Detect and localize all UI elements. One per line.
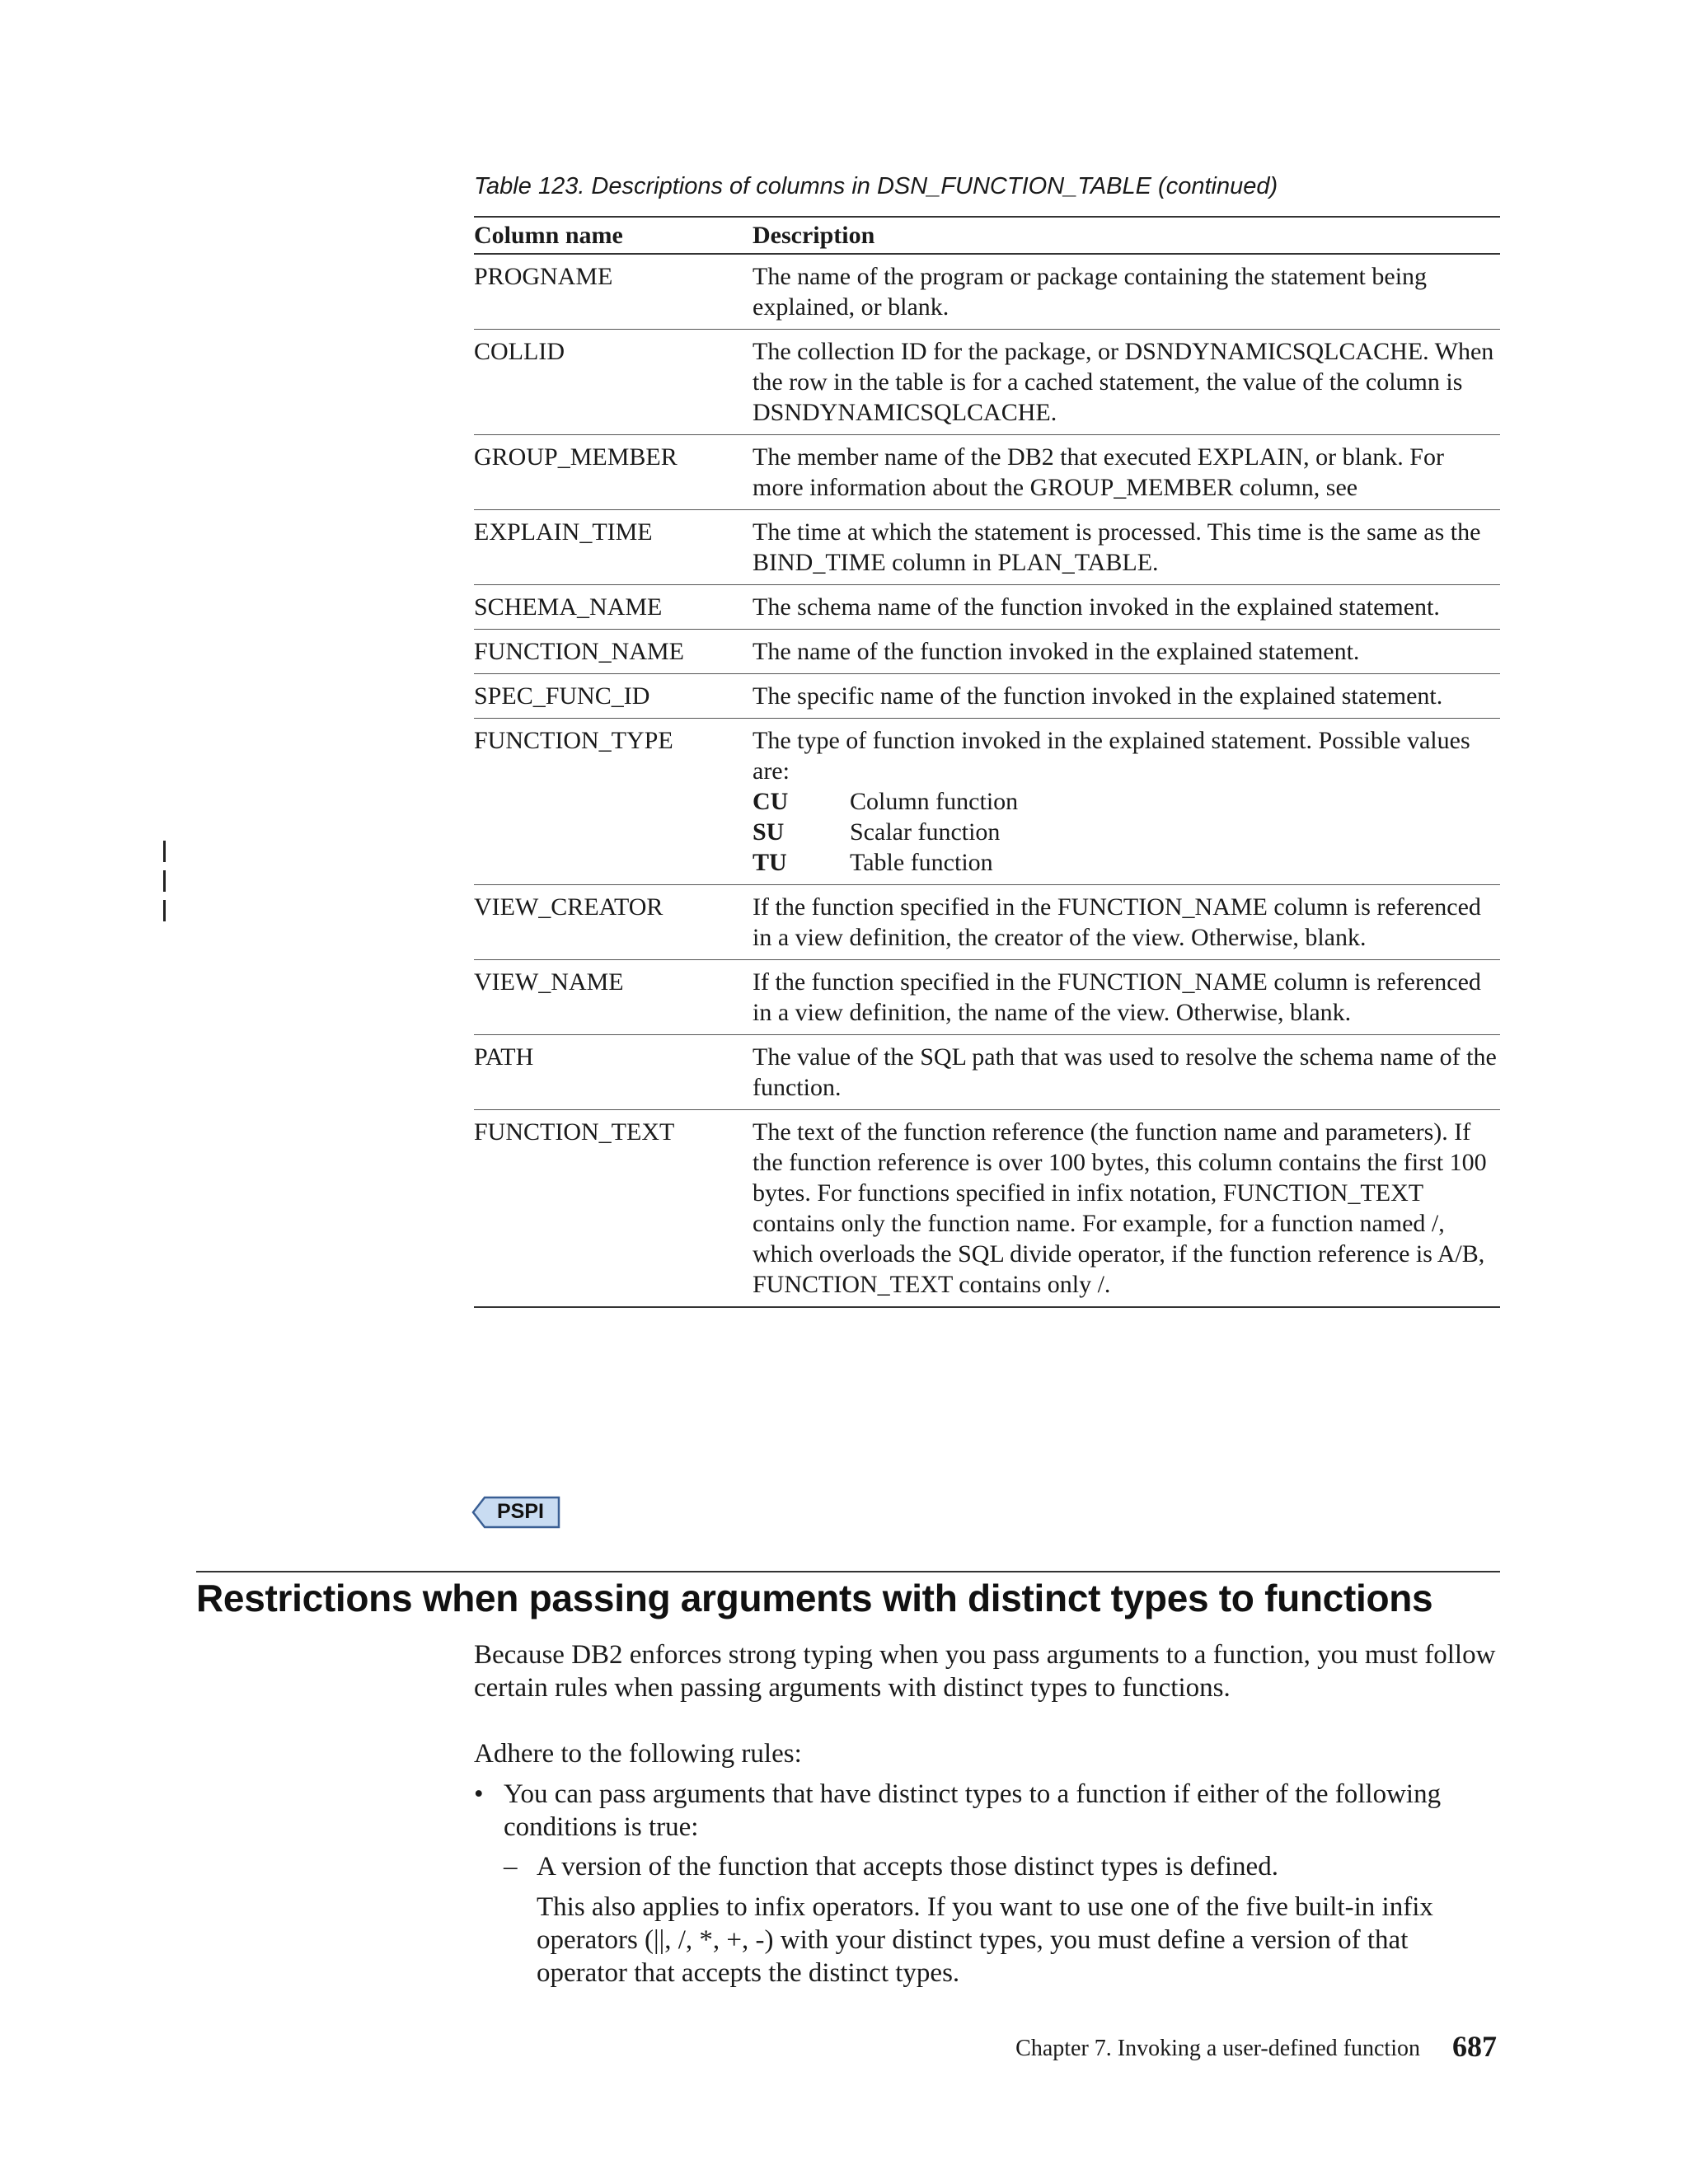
description-cell: If the function specified in the FUNCTION_NAME column is referenced in a view definition, the creator of the view. Otherwise, blank.: [753, 885, 1500, 960]
table-row: [474, 674, 1500, 719]
column-name-cell: GROUP_MEMBER: [474, 435, 753, 510]
description-cell: The name of the function invoked in the explained statement.: [753, 630, 1500, 674]
dash-note: [474, 1891, 1500, 1990]
column-name-cell: FUNCTION_TYPE: [474, 719, 753, 885]
table-row: [474, 254, 1500, 330]
description-cell: [753, 719, 1500, 885]
description-cell: The schema name of the function invoked in the explained statement.: [753, 585, 1500, 630]
change-bar: [163, 870, 166, 892]
table-row: [474, 1035, 1500, 1110]
column-name-cell: EXPLAIN_TIME: [474, 510, 753, 585]
table-row: [474, 960, 1500, 1035]
column-name-cell: SPEC_FUNC_ID: [474, 674, 753, 719]
table-row: [474, 585, 1500, 630]
description-text: The type of function invoked in the explained statement. Possible values are:: [753, 727, 1470, 785]
table-row: [474, 885, 1500, 960]
header-column-name: Column name: [474, 217, 753, 254]
value-item: [753, 847, 1500, 878]
table-row: [474, 330, 1500, 435]
column-name-cell: PROGNAME: [474, 254, 753, 330]
value-text: Table function: [850, 849, 993, 876]
dash-text: A version of the function that accepts those distinct types is defined.: [537, 1852, 1278, 1882]
value-text: Column function: [850, 788, 1019, 815]
columns-table: [474, 216, 1500, 1308]
list-item: [474, 1850, 1500, 1883]
value-code: CU: [753, 788, 789, 815]
value-item: [753, 786, 1500, 817]
column-name-cell: FUNCTION_TEXT: [474, 1110, 753, 1308]
column-name-cell: VIEW_NAME: [474, 960, 753, 1035]
table-row: [474, 630, 1500, 674]
bullet-text: You can pass arguments that have distinct types to a function if either of the following conditions is true:: [504, 1779, 1442, 1842]
description-cell: If the function specified in the FUNCTION_NAME column is referenced in a view definition, the name of the view. Otherwise, blank.: [753, 960, 1500, 1035]
rules-lead-text: Adhere to the following rules:: [474, 1739, 802, 1769]
page-number: 687: [1452, 2030, 1497, 2063]
value-item: [753, 817, 1500, 847]
description-cell: The name of the program or package containing the statement being explained, or blank.: [753, 254, 1500, 330]
section-rule: [196, 1571, 1500, 1572]
dash-note-text: This also applies to infix operators. If you want to use one of the five built-in infix operators (||, /, *, +, -) with your distinct types, you must define a version of that operator that accepts the distinct types.: [537, 1892, 1433, 1988]
description-cell: The collection ID for the package, or DSNDYNAMICSQLCACHE. When the row in the table is for a cached statement, the value of the column is DSNDYNAMICSQLCACHE.: [753, 330, 1500, 435]
description-cell: The text of the function reference (the function name and parameters). If the function reference is over 100 bytes, this column contains the first 100 bytes. For functions specified in infix notation, FUNCTION_TEXT contains only the function name. For example, for a function named /, which overloads the SQL divide operator, if the function reference is A/B, FUNCTION_TEXT contains only /.: [753, 1110, 1500, 1308]
value-text: Scalar function: [850, 818, 1001, 846]
column-name-cell: FUNCTION_NAME: [474, 630, 753, 674]
header-description: Description: [753, 217, 1500, 254]
change-bar: [163, 900, 166, 921]
column-name-cell: VIEW_CREATOR: [474, 885, 753, 960]
list-item: [474, 1778, 1500, 1844]
description-cell: The specific name of the function invoked in the explained statement.: [753, 674, 1500, 719]
table-header-row: [474, 217, 1500, 254]
value-code: SU: [753, 818, 785, 846]
description-cell: The time at which the statement is processed. This time is the same as the BIND_TIME column in PLAN_TABLE.: [753, 510, 1500, 585]
column-name-cell: PATH: [474, 1035, 753, 1110]
table-row: [474, 435, 1500, 510]
rules-lead: [474, 1737, 1500, 1770]
pspi-label: PSPI: [497, 1500, 544, 1523]
intro-paragraph: [474, 1638, 1500, 1704]
description-cell: The member name of the DB2 that executed EXPLAIN, or blank. For more information about the GROUP_MEMBER column, see: [753, 435, 1500, 510]
description-cell: The value of the SQL path that was used to resolve the schema name of the function.: [753, 1035, 1500, 1110]
footer-chapter: Chapter 7. Invoking a user-defined function: [1015, 2036, 1420, 2061]
bullet-mark: •: [474, 1779, 484, 1809]
table-row: [474, 719, 1500, 885]
table-row: [474, 1110, 1500, 1308]
column-name-cell: COLLID: [474, 330, 753, 435]
value-list: [753, 786, 1500, 878]
dash-mark: –: [504, 1852, 518, 1882]
table-caption: Table 123. Descriptions of columns in DSN_FUNCTION_TABLE (continued): [474, 173, 1278, 199]
value-code: TU: [753, 849, 787, 876]
change-bar: [163, 841, 166, 862]
column-name-cell: SCHEMA_NAME: [474, 585, 753, 630]
intro-text: Because DB2 enforces strong typing when you pass arguments to a function, you must follow certain rules when passing arguments with distinct types to functions.: [474, 1640, 1496, 1703]
table-row: [474, 510, 1500, 585]
section-heading: Restrictions when passing arguments with distinct types to functions: [196, 1577, 1433, 1619]
